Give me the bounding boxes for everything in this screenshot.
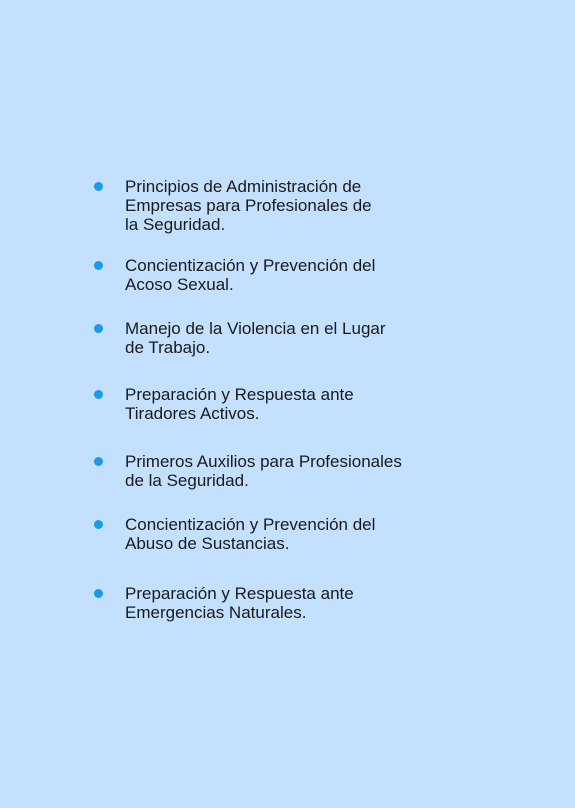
- course-label: Principios de Administración de Empresas para Profesionales de la Seguridad.: [125, 177, 372, 234]
- bullet-icon: [94, 589, 103, 598]
- bullet-icon: [94, 520, 103, 529]
- bullet-icon: [94, 261, 103, 270]
- course-label: Concientización y Prevención del Acoso Sexual.: [125, 256, 376, 294]
- bullet-icon: [94, 182, 103, 191]
- bullet-icon: [94, 390, 103, 399]
- course-label: Preparación y Respuesta ante Tiradores Activos.: [125, 385, 354, 423]
- course-label: Manejo de la Violencia en el Lugar de Trabajo.: [125, 319, 386, 357]
- course-label: Preparación y Respuesta ante Emergencias Naturales.: [125, 584, 354, 622]
- course-label: Primeros Auxilios para Profesionales de la Seguridad.: [125, 452, 402, 490]
- course-label: Concientización y Prevención del Abuso de Sustancias.: [125, 515, 376, 553]
- bullet-icon: [94, 324, 103, 333]
- bullet-icon: [94, 457, 103, 466]
